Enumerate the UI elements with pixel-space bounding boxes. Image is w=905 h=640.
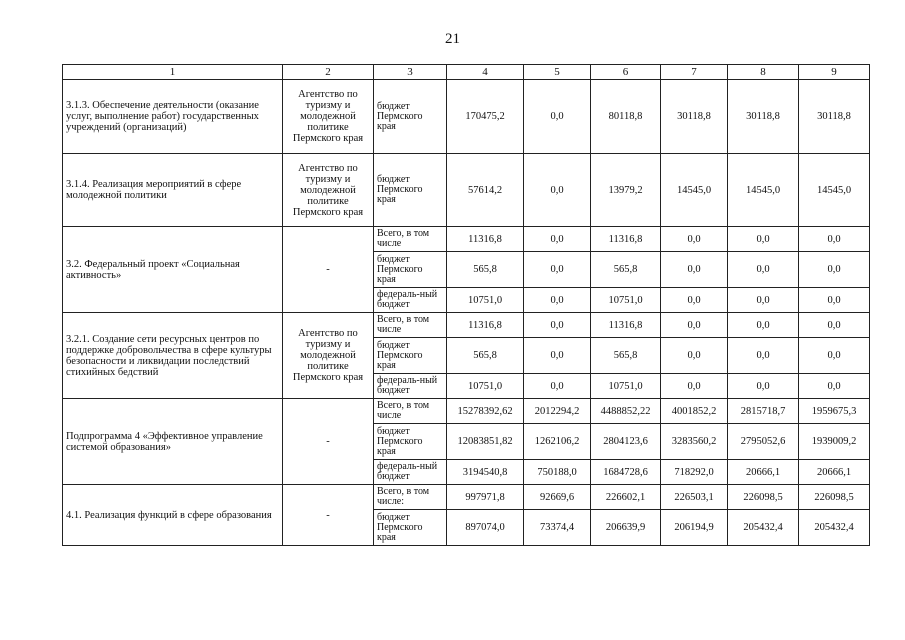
column-header: 5 bbox=[524, 65, 591, 80]
funding-source: бюджет Пермского края bbox=[374, 338, 447, 374]
value-cell: 0,0 bbox=[728, 227, 799, 252]
value-cell: 565,8 bbox=[447, 338, 524, 374]
executor-cell: Агентство по туризму и молодежной политике Пермского края bbox=[283, 154, 374, 227]
column-header: 7 bbox=[661, 65, 728, 80]
column-header: 3 bbox=[374, 65, 447, 80]
value-cell: 11316,8 bbox=[447, 313, 524, 338]
value-cell: 13979,2 bbox=[591, 154, 661, 227]
executor-cell: - bbox=[283, 399, 374, 485]
value-cell: 0,0 bbox=[661, 313, 728, 338]
table-row bbox=[63, 80, 870, 154]
value-cell: 0,0 bbox=[799, 227, 870, 252]
value-cell: 205432,4 bbox=[728, 510, 799, 546]
value-cell: 12083851,82 bbox=[447, 424, 524, 460]
table-row bbox=[63, 399, 870, 424]
value-cell: 10751,0 bbox=[591, 288, 661, 313]
value-cell: 1262106,2 bbox=[524, 424, 591, 460]
column-header: 9 bbox=[799, 65, 870, 80]
table-row bbox=[63, 485, 870, 510]
value-cell: 73374,4 bbox=[524, 510, 591, 546]
value-cell: 170475,2 bbox=[447, 80, 524, 154]
executor-cell: - bbox=[283, 485, 374, 546]
funding-source: федераль-ный бюджет bbox=[374, 460, 447, 485]
value-cell: 206639,9 bbox=[591, 510, 661, 546]
funding-source: федераль-ный бюджет bbox=[374, 374, 447, 399]
value-cell: 0,0 bbox=[524, 80, 591, 154]
value-cell: 565,8 bbox=[591, 252, 661, 288]
value-cell: 0,0 bbox=[524, 252, 591, 288]
value-cell: 92669,6 bbox=[524, 485, 591, 510]
value-cell: 57614,2 bbox=[447, 154, 524, 227]
activity-title: 3.1.3. Обеспечение деятельности (оказание услуг, выполнение работ) государственных учреждений (организаций) bbox=[63, 80, 283, 154]
value-cell: 2815718,7 bbox=[728, 399, 799, 424]
value-cell: 0,0 bbox=[661, 252, 728, 288]
value-cell: 11316,8 bbox=[591, 313, 661, 338]
value-cell: 3194540,8 bbox=[447, 460, 524, 485]
value-cell: 0,0 bbox=[524, 338, 591, 374]
value-cell: 0,0 bbox=[661, 374, 728, 399]
value-cell: 30118,8 bbox=[728, 80, 799, 154]
value-cell: 718292,0 bbox=[661, 460, 728, 485]
value-cell: 10751,0 bbox=[447, 288, 524, 313]
funding-source: бюджет Пермского края bbox=[374, 154, 447, 227]
value-cell: 0,0 bbox=[524, 374, 591, 399]
executor-cell: Агентство по туризму и молодежной политике Пермского края bbox=[283, 80, 374, 154]
value-cell: 4001852,2 bbox=[661, 399, 728, 424]
value-cell: 0,0 bbox=[728, 313, 799, 338]
value-cell: 10751,0 bbox=[591, 374, 661, 399]
activity-title: 3.1.4. Реализация мероприятий в сфере молодежной политики bbox=[63, 154, 283, 227]
funding-source: Всего, в том числе bbox=[374, 313, 447, 338]
value-cell: 20666,1 bbox=[799, 460, 870, 485]
activity-title: Подпрограмма 4 «Эффективное управление системой образования» bbox=[63, 399, 283, 485]
funding-source: Всего, в том числе bbox=[374, 227, 447, 252]
value-cell: 14545,0 bbox=[799, 154, 870, 227]
executor-cell: Агентство по туризму и молодежной политике Пермского края bbox=[283, 313, 374, 399]
value-cell: 0,0 bbox=[799, 338, 870, 374]
value-cell: 226098,5 bbox=[799, 485, 870, 510]
value-cell: 1959675,3 bbox=[799, 399, 870, 424]
column-header: 4 bbox=[447, 65, 524, 80]
value-cell: 0,0 bbox=[728, 252, 799, 288]
value-cell: 2012294,2 bbox=[524, 399, 591, 424]
value-cell: 2804123,6 bbox=[591, 424, 661, 460]
budget-table bbox=[62, 64, 870, 546]
value-cell: 565,8 bbox=[591, 338, 661, 374]
value-cell: 0,0 bbox=[799, 252, 870, 288]
value-cell: 0,0 bbox=[661, 338, 728, 374]
value-cell: 0,0 bbox=[799, 374, 870, 399]
value-cell: 565,8 bbox=[447, 252, 524, 288]
value-cell: 0,0 bbox=[524, 288, 591, 313]
value-cell: 205432,4 bbox=[799, 510, 870, 546]
activity-title: 3.2.1. Создание сети ресурсных центров по поддержке добровольчества в сфере культуры безопасности и ликвидации последствий стихийных бедствий bbox=[63, 313, 283, 399]
funding-source: федераль-ный бюджет bbox=[374, 288, 447, 313]
activity-title: 3.2. Федеральный проект «Социальная активность» bbox=[63, 227, 283, 313]
funding-source: бюджет Пермского края bbox=[374, 424, 447, 460]
value-cell: 0,0 bbox=[661, 227, 728, 252]
value-cell: 10751,0 bbox=[447, 374, 524, 399]
funding-source: Всего, в том числе bbox=[374, 399, 447, 424]
column-header: 6 bbox=[591, 65, 661, 80]
value-cell: 226602,1 bbox=[591, 485, 661, 510]
value-cell: 750188,0 bbox=[524, 460, 591, 485]
value-cell: 11316,8 bbox=[447, 227, 524, 252]
header-row bbox=[63, 65, 870, 80]
value-cell: 0,0 bbox=[799, 288, 870, 313]
value-cell: 0,0 bbox=[524, 227, 591, 252]
value-cell: 4488852,22 bbox=[591, 399, 661, 424]
value-cell: 0,0 bbox=[728, 338, 799, 374]
value-cell: 0,0 bbox=[524, 154, 591, 227]
column-header: 8 bbox=[728, 65, 799, 80]
value-cell: 14545,0 bbox=[728, 154, 799, 227]
table-row bbox=[63, 154, 870, 227]
table-row bbox=[63, 227, 870, 252]
value-cell: 0,0 bbox=[661, 288, 728, 313]
value-cell: 3283560,2 bbox=[661, 424, 728, 460]
funding-source: бюджет Пермского края bbox=[374, 510, 447, 546]
column-header: 1 bbox=[63, 65, 283, 80]
value-cell: 0,0 bbox=[728, 374, 799, 399]
value-cell: 14545,0 bbox=[661, 154, 728, 227]
executor-cell: - bbox=[283, 227, 374, 313]
value-cell: 0,0 bbox=[799, 313, 870, 338]
value-cell: 897074,0 bbox=[447, 510, 524, 546]
table-row bbox=[63, 313, 870, 338]
value-cell: 1684728,6 bbox=[591, 460, 661, 485]
value-cell: 1939009,2 bbox=[799, 424, 870, 460]
page-number: 21 bbox=[445, 31, 460, 47]
activity-title: 4.1. Реализация функций в сфере образования bbox=[63, 485, 283, 546]
value-cell: 0,0 bbox=[524, 313, 591, 338]
funding-source: бюджет Пермского края bbox=[374, 80, 447, 154]
value-cell: 226503,1 bbox=[661, 485, 728, 510]
value-cell: 0,0 bbox=[728, 288, 799, 313]
value-cell: 15278392,62 bbox=[447, 399, 524, 424]
value-cell: 11316,8 bbox=[591, 227, 661, 252]
value-cell: 206194,9 bbox=[661, 510, 728, 546]
value-cell: 30118,8 bbox=[661, 80, 728, 154]
column-header: 2 bbox=[283, 65, 374, 80]
value-cell: 30118,8 bbox=[799, 80, 870, 154]
value-cell: 2795052,6 bbox=[728, 424, 799, 460]
funding-source: бюджет Пермского края bbox=[374, 252, 447, 288]
value-cell: 20666,1 bbox=[728, 460, 799, 485]
value-cell: 226098,5 bbox=[728, 485, 799, 510]
funding-source: Всего, в том числе: bbox=[374, 485, 447, 510]
value-cell: 80118,8 bbox=[591, 80, 661, 154]
value-cell: 997971,8 bbox=[447, 485, 524, 510]
